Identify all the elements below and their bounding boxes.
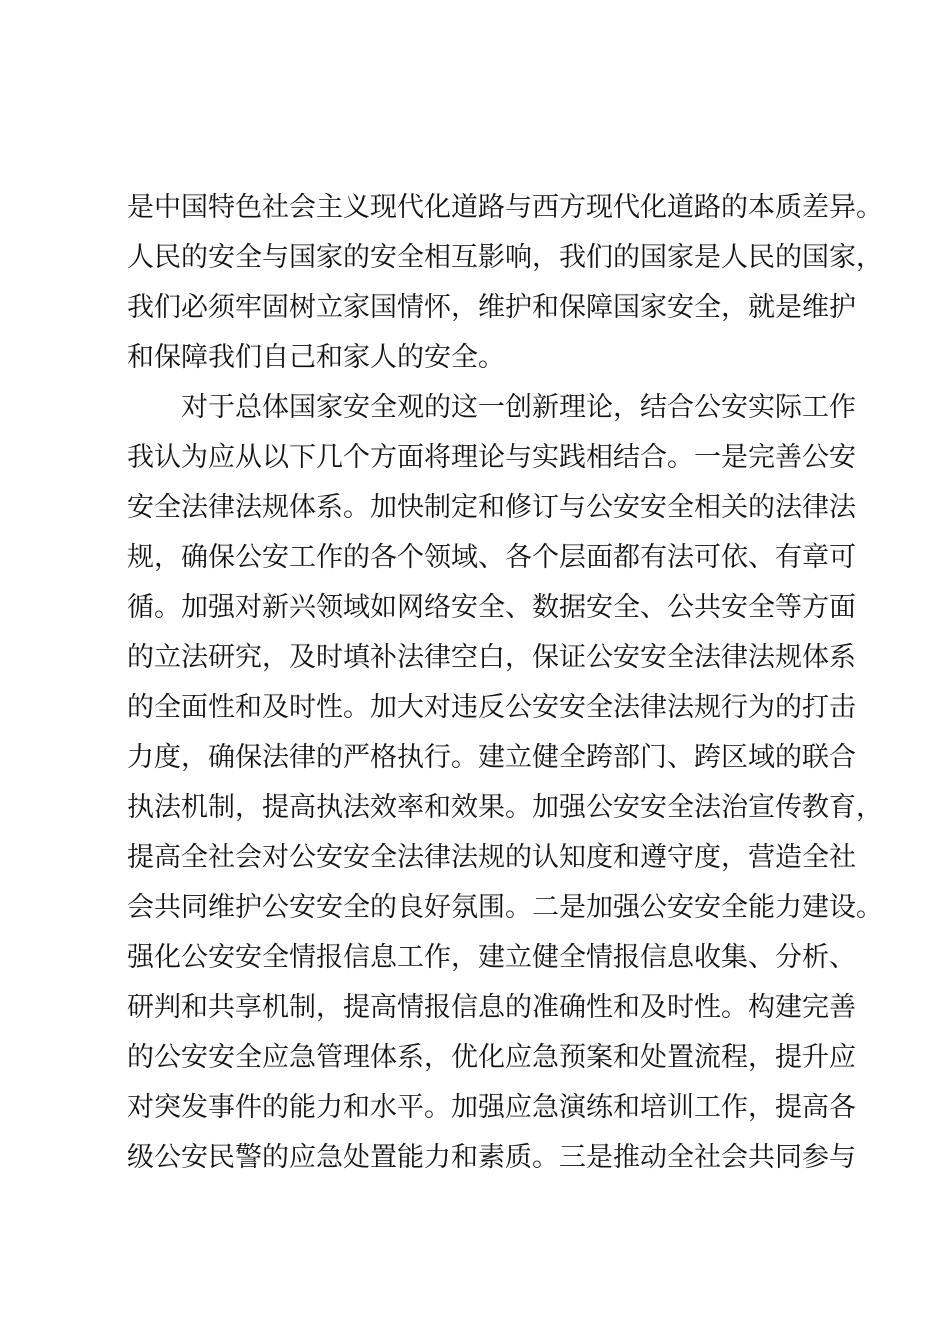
text-line: 规，确保公安工作的各个领域、各个层面都有法可依、有章可	[127, 542, 856, 573]
document-body	[127, 183, 883, 1183]
text-line: 是中国特色社会主义现代化道路与西方现代化道路的本质差异。	[127, 192, 883, 223]
text-line: 的公安安全应急管理体系，优化应急预案和处置流程，提升应	[127, 1042, 856, 1073]
text-line: 级公安民警的应急处置能力和素质。三是推动全社会共同参与	[127, 1142, 856, 1173]
text-line: 会共同维护公安安全的良好氛围。二是加强公安安全能力建设。	[127, 892, 883, 923]
text-line: 安全法律法规体系。加快制定和修订与公安安全相关的法律法	[127, 492, 856, 523]
text-line: 我们必须牢固树立家国情怀，维护和保障国家安全，就是维护	[127, 292, 856, 323]
text-line: 的全面性和及时性。加大对违反公安安全法律法规行为的打击	[127, 692, 856, 723]
text-line: 循。加强对新兴领域如网络安全、数据安全、公共安全等方面	[127, 592, 856, 623]
text-line: 的立法研究，及时填补法律空白，保证公安安全法律法规体系	[127, 642, 856, 673]
text-line: 提高全社会对公安安全法律法规的认知度和遵守度，营造全社	[127, 842, 856, 873]
text-line: 研判和共享机制，提高情报信息的准确性和及时性。构建完善	[127, 992, 856, 1023]
text-line: 对突发事件的能力和水平。加强应急演练和培训工作，提高各	[127, 1092, 856, 1123]
text-line: 我认为应从以下几个方面将理论与实践相结合。一是完善公安	[127, 442, 856, 473]
paragraph-first-line: 对于总体国家安全观的这一创新理论，结合公安实际工作	[181, 392, 856, 423]
text-line: 和保障我们自己和家人的安全。	[127, 342, 505, 373]
text-line: 人民的安全与国家的安全相互影响，我们的国家是人民的国家，	[127, 242, 883, 273]
text-line: 力度，确保法律的严格执行。建立健全跨部门、跨区域的联合	[127, 742, 856, 773]
text-line: 强化公安安全情报信息工作，建立健全情报信息收集、分析、	[127, 942, 856, 973]
text-line: 执法机制，提高执法效率和效果。加强公安安全法治宣传教育，	[127, 792, 883, 823]
